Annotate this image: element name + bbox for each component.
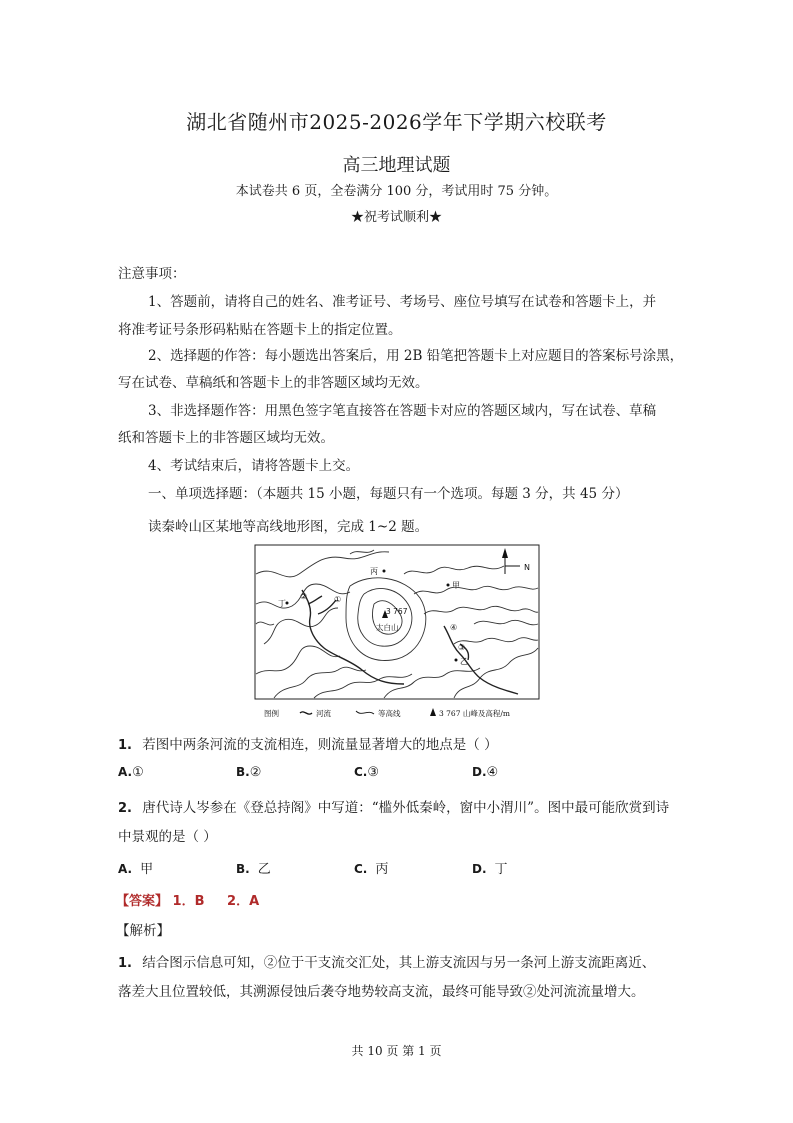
section-intro: 读秦岭山区某地等高线地形图，完成 1~2 题。 xyxy=(148,519,429,535)
page-title: 湖北省随州市2025-2026学年下学期六校联考 xyxy=(186,110,607,134)
section-heading: 一、单项选择题：（本题共 15 小题，每题只有一个选项。每题 3 分，共 45 分） xyxy=(148,486,629,502)
q1-option-b: B.② xyxy=(236,765,262,780)
q2-option-b: B. 乙 xyxy=(236,862,271,877)
legend-contour: 等高线 xyxy=(378,709,401,718)
note-2-line-1: 2、选择题的作答：每小题选出答案后，用 2B 铅笔把答题卡上对应题目的答案标号涂黑， xyxy=(148,348,684,364)
legend-river: 河流 xyxy=(316,709,331,718)
question-2-line-1 xyxy=(118,796,669,816)
legend-river-icon xyxy=(300,712,312,714)
note-4: 4、考试结束后，请将答题卡上交。 xyxy=(148,458,360,474)
contour-map-figure xyxy=(254,544,540,722)
analysis-number: 1. xyxy=(118,956,132,971)
good-luck-line: ★祝考试顺利★ xyxy=(350,210,442,225)
answer-2: 2．A xyxy=(227,894,260,909)
map-label-ding: 丁 xyxy=(278,599,286,608)
question-1-text: 若图中两条河流的支流相连，则流量显著增大的地点是（ ） xyxy=(142,737,498,753)
analysis-line-2: 落差大且位置较低，其溯源侵蚀后袭夺地势较高支流，最终可能导致②处河流流量增大。 xyxy=(118,984,645,1000)
q1-option-d: D.④ xyxy=(472,765,499,780)
legend-peak: 3 767 山峰及高程/m xyxy=(439,709,510,718)
q1-option-a: A.① xyxy=(118,765,144,780)
note-3-line-2: 纸和答题卡上的非答题区域均无效。 xyxy=(118,430,334,446)
legend-peak-icon xyxy=(430,708,436,716)
q2-option-c: C. 丙 xyxy=(354,862,389,877)
map-label-yi: 乙 xyxy=(460,657,468,666)
map-point-1: ① xyxy=(334,595,342,604)
exam-info: 本试卷共 6 页，全卷满分 100 分，考试用时 75 分钟。 xyxy=(235,184,558,199)
question-2-number: 2. xyxy=(118,801,132,816)
analysis-label: 【解析】 xyxy=(116,923,170,939)
notes-heading: 注意事项： xyxy=(118,266,186,282)
north-label: N xyxy=(524,563,530,572)
map-point-2: ② xyxy=(300,592,308,601)
q2-option-d: D. 丁 xyxy=(472,862,508,877)
map-label-jia: 甲 xyxy=(452,581,460,590)
q2-option-a: A. 甲 xyxy=(118,862,154,877)
note-1-line-1: 1、答题前，请将自己的姓名、准考证号、考场号、座位号填写在试卷和答题卡上，并 xyxy=(148,294,657,310)
note-1-line-2: 将准考证号条形码粘贴在答题卡上的指定位置。 xyxy=(118,322,402,338)
answer-label: 【答案】 xyxy=(116,894,169,909)
analysis-line-1 xyxy=(118,951,655,971)
legend-contour-icon xyxy=(356,711,374,714)
map-label-bing: 丙 xyxy=(370,567,378,576)
note-2-line-2: 写在试卷、草稿纸和答题卡上的非答题区域均无效。 xyxy=(118,375,429,391)
answer-line xyxy=(116,890,259,909)
question-2-text: 唐代诗人岑参在《登总持阁》中写道：“槛外低秦岭，窗中小渭川”。图中最可能欣赏到诗 xyxy=(142,800,670,816)
question-1-number: 1. xyxy=(118,738,132,753)
question-2-line-2: 中景观的是（ ） xyxy=(118,829,217,845)
map-elevation: 3 767 xyxy=(386,607,408,616)
q1-option-c: C.③ xyxy=(354,765,380,780)
map-point-4: ④ xyxy=(450,623,458,632)
legend-title: 图例 xyxy=(264,709,279,718)
exam-subject-title: 高三地理试题 xyxy=(342,155,451,176)
question-1 xyxy=(118,733,498,753)
answer-1: 1．B xyxy=(172,894,205,909)
map-peak-name: 太白山 xyxy=(376,623,399,632)
map-point-3: ③ xyxy=(458,643,466,652)
note-3-line-1: 3、非选择题作答：用黑色签字笔直接答在答题卡对应的答题区域内，写在试卷、草稿 xyxy=(148,403,657,419)
analysis-text-1: 结合图示信息可知，②位于干支流交汇处，其上游支流因与另一条河上游支流距离近、 xyxy=(142,955,656,971)
page-footer: 共 10 页 第 1 页 xyxy=(351,1044,442,1058)
